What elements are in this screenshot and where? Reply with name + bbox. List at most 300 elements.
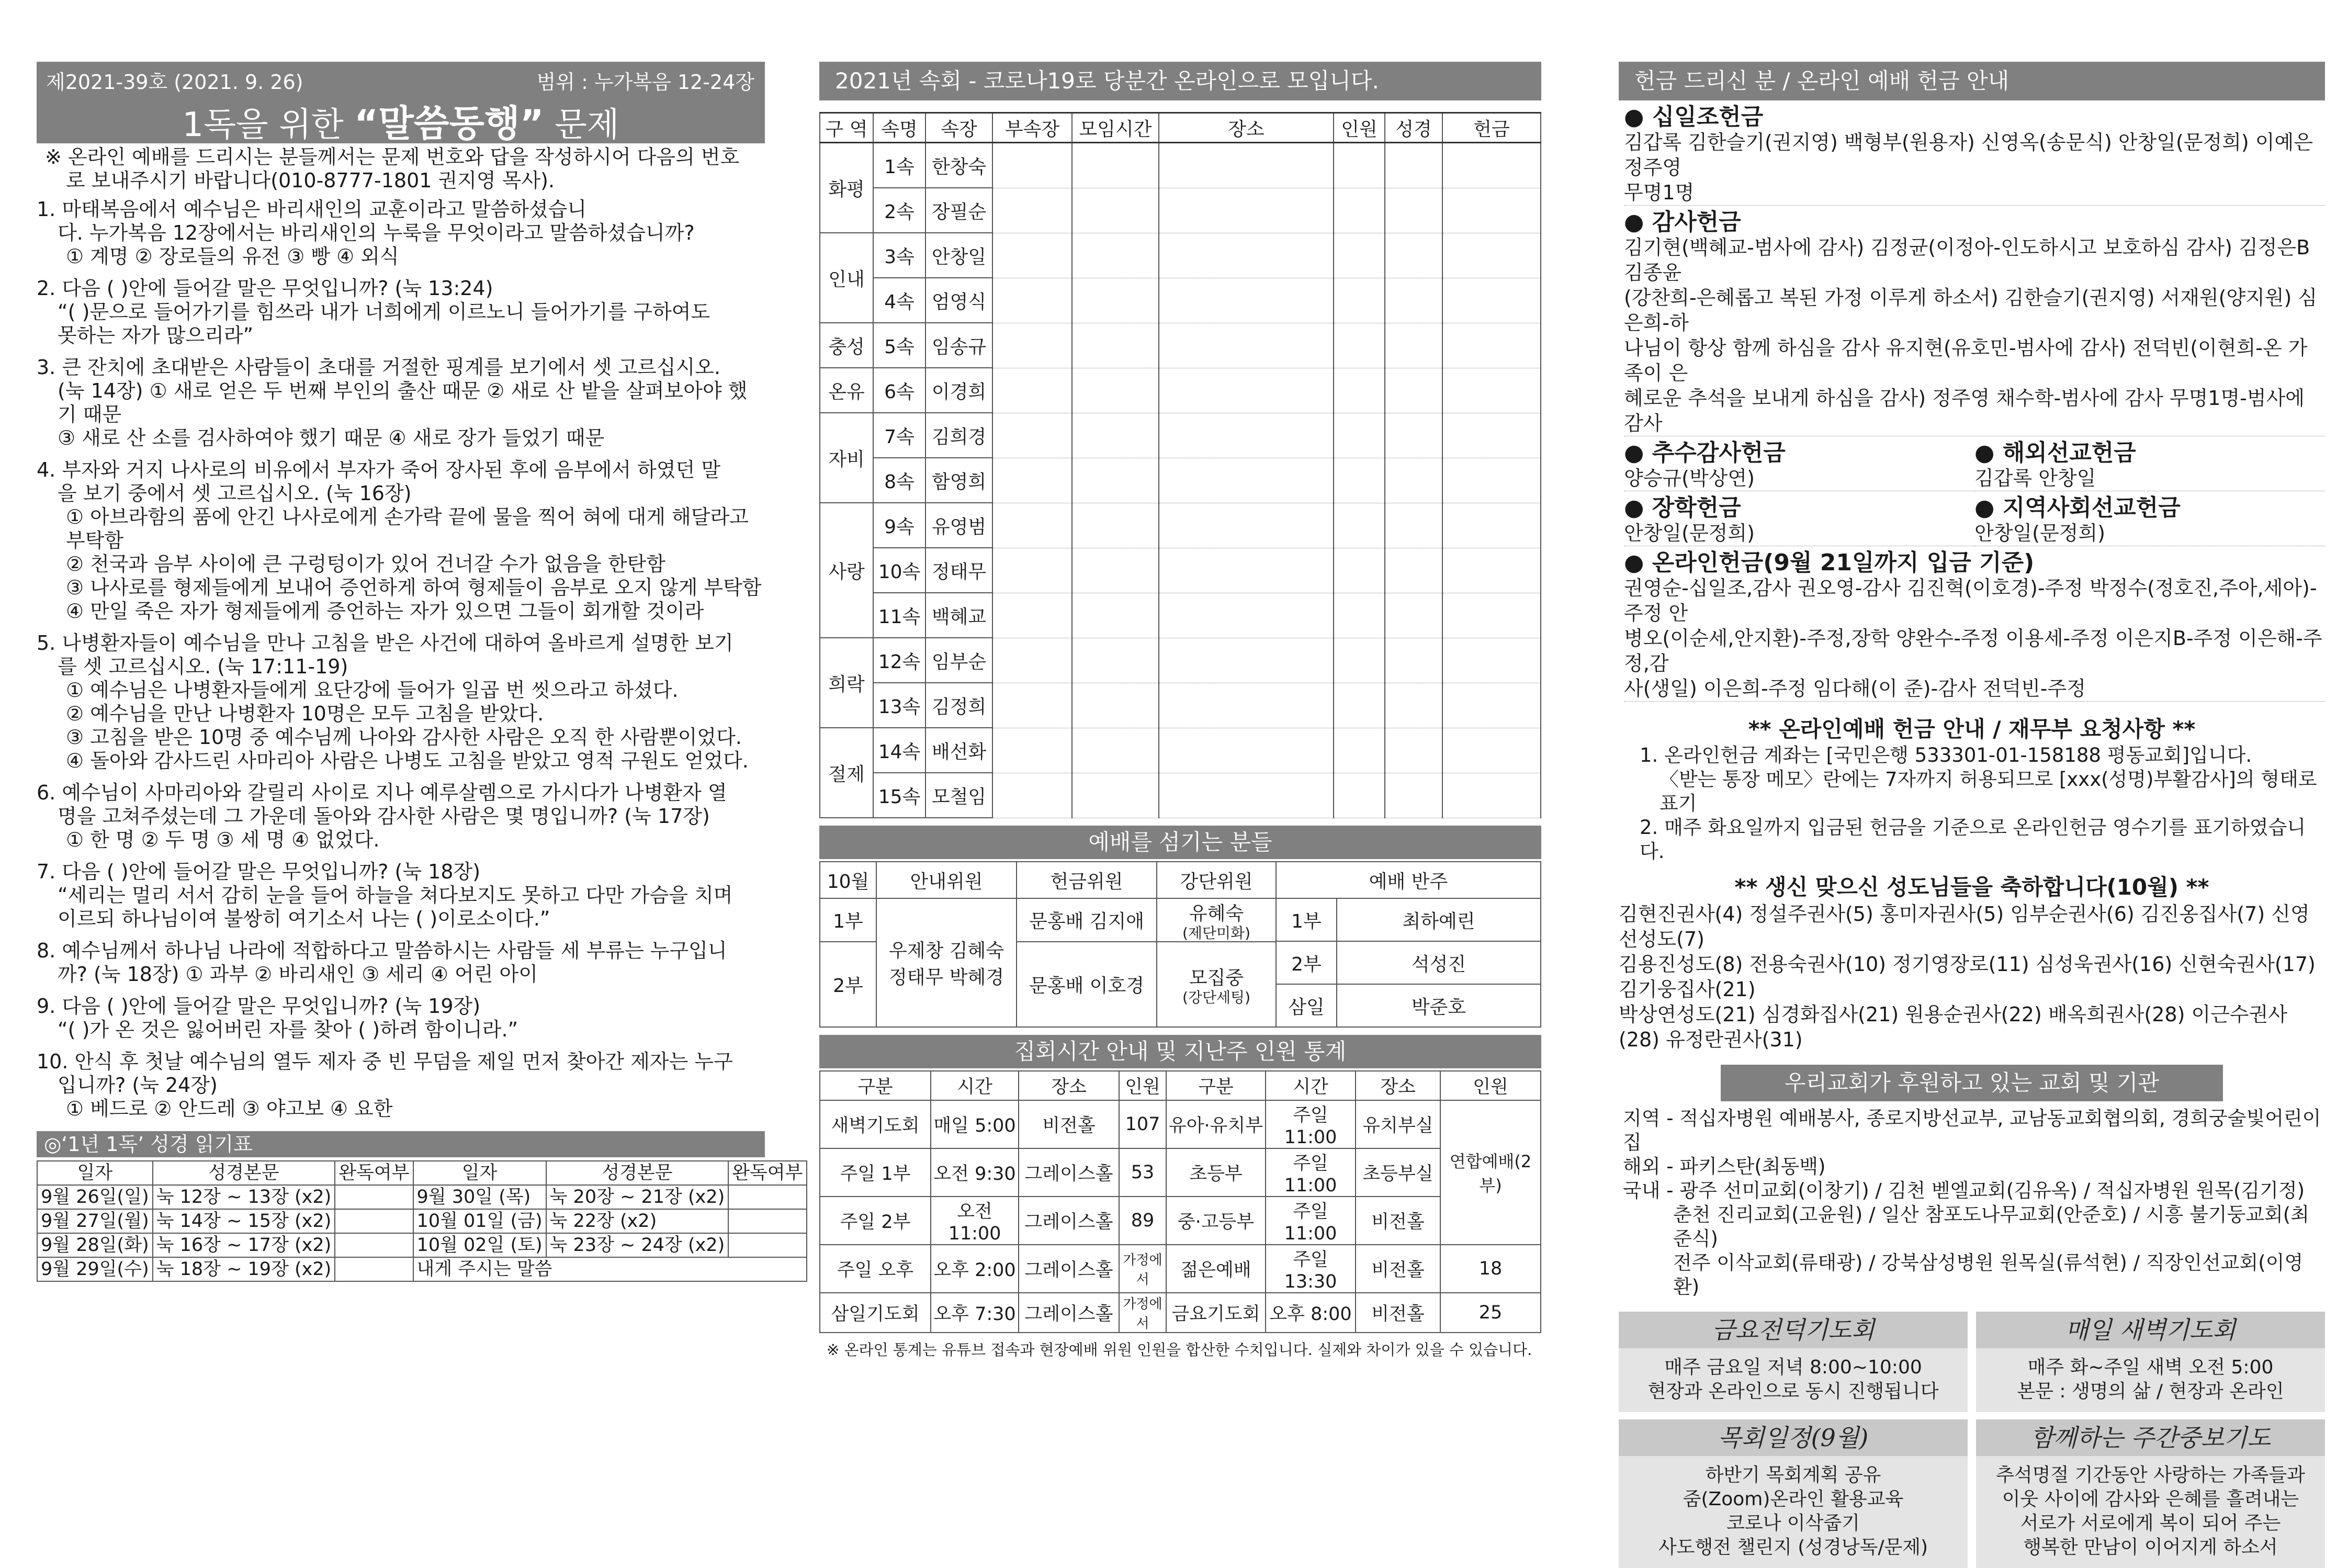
group-number: 14속: [873, 728, 925, 773]
group-row: [820, 458, 1541, 503]
times-header: 인원: [1119, 1071, 1166, 1100]
support-line: 해외 - 파키스탄(최동백): [1623, 1155, 1826, 1178]
info-box-title: 금요전덕기도회: [1619, 1312, 1968, 1348]
altar-2: [1157, 942, 1276, 1027]
times-cell: 주일 11:00: [1266, 1197, 1356, 1245]
group-leader: 정태무: [925, 548, 992, 593]
group-blank-cell: [992, 458, 1072, 503]
district-name: 사랑: [820, 503, 873, 638]
answer-options: ① 한 명 ② 두 명 ③ 세 명 ④ 없었다.: [66, 828, 380, 851]
group-blank-cell: [1072, 368, 1159, 413]
info-box: [1619, 1419, 1968, 1568]
group-blank-cell: [1159, 143, 1334, 188]
times-cell: 매일 5:00: [931, 1100, 1019, 1148]
times-row: [820, 1293, 1541, 1333]
answer-options: ② 천국과 음부 사이에 큰 구렁텅이가 있어 건너갈 수가 없음을 한탄함: [66, 552, 665, 576]
group-leader: 한창숙: [925, 143, 992, 188]
info-box-body: [1976, 1348, 2325, 1412]
question-5: [37, 631, 765, 773]
thanks-names: [1624, 235, 2325, 436]
reading-cell: 9월 29일(수): [37, 1257, 153, 1281]
district-name: 온유: [820, 368, 873, 413]
group-leader: 임송규: [925, 323, 992, 368]
group-blank-cell: [1072, 728, 1159, 773]
group-leader: 이경희: [925, 368, 992, 413]
mission-title: ● 해외선교헌금: [1974, 439, 2136, 466]
support-title: 우리교회가 후원하고 있는 교회 및 기관: [1721, 1065, 2223, 1101]
reading-header: 성경본문: [546, 1161, 729, 1185]
question-text: 4. 부자와 거지 나사로의 비유에서 부자가 죽어 장사된 후에 음부에서 하였던 말: [37, 458, 721, 481]
times-cell: 금요기도회: [1166, 1293, 1266, 1333]
group-blank-cell: [1385, 593, 1442, 638]
group-blank-cell: [1334, 188, 1385, 233]
group-row: [820, 548, 1541, 593]
altar-sub: (제단미화): [1182, 924, 1251, 942]
online-names: [1624, 576, 2325, 702]
times-cell: 25: [1440, 1293, 1541, 1333]
answer-options: ④ 만일 죽은 자가 형제들에게 증언하는 자가 있으면 그들이 회개할 것이라: [66, 600, 704, 623]
issue-number: 제2021-39호 (2021. 9. 26): [46, 71, 303, 94]
notice-line: 로 보내주시기 바랍니다(010-8777-1801 권지영 목사).: [66, 169, 555, 192]
times-header: 장소: [1356, 1071, 1440, 1100]
group-blank-cell: [1442, 413, 1541, 458]
times-row: [820, 1100, 1541, 1148]
group-row: [820, 413, 1541, 458]
times-table: [819, 1070, 1541, 1333]
times-cell: 젊은예배: [1166, 1245, 1266, 1293]
info-box-line: 추석명절 기간동안 사랑하는 가족들과: [1996, 1464, 2305, 1486]
acc-svc: 2부: [1276, 941, 1337, 984]
group-blank-cell: [1385, 323, 1442, 368]
question-3: [37, 356, 765, 450]
times-header: 장소: [1019, 1071, 1119, 1100]
support-line: 전주 이삭교회(류태광) / 강북삼성병원 원목실(류석현) / 직장인선교회(이영환): [1673, 1251, 2304, 1298]
groups-title: 2021년 속회 - 코로나19로 당분간 온라인으로 모입니다.: [819, 62, 1541, 100]
reading-cell: 눅 14장 ~ 15장 (x2): [153, 1209, 335, 1233]
groups-column: [819, 62, 1541, 1360]
support-line: 춘천 진리교회(고윤원) / 일산 참포도나무교회(안준호) / 시흥 불기둥교회(최준식): [1673, 1203, 2309, 1250]
group-blank-cell: [1159, 368, 1334, 413]
group-blank-cell: [1159, 728, 1334, 773]
group-blank-cell: [1334, 548, 1385, 593]
group-row: [820, 593, 1541, 638]
quiz-body: [37, 145, 765, 1121]
info-box-line: 코로나 이삭줍기: [1726, 1513, 1860, 1534]
group-blank-cell: [1442, 323, 1541, 368]
question-text: 입니까? (눅 24장): [58, 1074, 218, 1097]
acc-name: 석성진: [1337, 941, 1541, 984]
servers-table: [819, 861, 1541, 1028]
groups-header: 장소: [1159, 113, 1334, 143]
group-leader: 백혜교: [925, 593, 992, 638]
group-row: [820, 323, 1541, 368]
group-number: 4속: [873, 278, 925, 323]
info-box-body: [1619, 1348, 1968, 1412]
groups-header: 모임시간: [1072, 113, 1159, 143]
reading-header: 완독여부: [335, 1161, 413, 1185]
times-cell: 주일 11:00: [1266, 1148, 1356, 1197]
info-boxes: [1619, 1312, 2325, 1568]
quiz-title: [37, 94, 765, 147]
groups-header: 구 역: [820, 113, 873, 143]
group-leader: 김정희: [925, 683, 992, 728]
offering-column: [1619, 62, 2325, 1568]
birthday-title: ** 생신 맞으신 성도님들을 축하합니다(10월) **: [1734, 874, 2209, 900]
question-text: “세리는 멀리 서서 감히 눈을 들어 하늘을 쳐다보지도 못하고 다만 가슴을 치며: [58, 884, 733, 907]
offer-1: 문홍배 김지애: [1017, 898, 1157, 942]
group-blank-cell: [992, 413, 1072, 458]
reading-row: [37, 1185, 807, 1209]
reading-cell: 내게 주시는 말씀: [413, 1257, 807, 1281]
harvest-title: ● 추수감사헌금: [1624, 439, 1786, 466]
question-text: 5. 나병환자들이 예수님을 만나 고침을 받은 사건에 대하여 올바르게 설명한 보기: [37, 631, 733, 655]
group-blank-cell: [1442, 188, 1541, 233]
times-cell: 주일 2부: [820, 1197, 931, 1245]
reading-cell: [335, 1233, 413, 1257]
question-text: 9. 다음 ( )안에 들어갈 말은 무엇입니까? (눅 19장): [37, 995, 481, 1018]
group-number: 9속: [873, 503, 925, 548]
group-blank-cell: [1072, 503, 1159, 548]
info-box-line: 이웃 사이에 감사와 은혜를 흘려내는: [2002, 1488, 2299, 1510]
birthday-list: [1619, 901, 2325, 1052]
reading-cell: [335, 1209, 413, 1233]
group-blank-cell: [1334, 278, 1385, 323]
group-blank-cell: [1334, 323, 1385, 368]
times-cell: 53: [1119, 1148, 1166, 1197]
group-blank-cell: [1334, 368, 1385, 413]
reading-cell: 눅 16장 ~ 17장 (x2): [153, 1233, 335, 1257]
district-name: 인내: [820, 233, 873, 323]
times-cell: 18: [1440, 1245, 1541, 1293]
group-number: 13속: [873, 683, 925, 728]
group-row: [820, 233, 1541, 278]
group-blank-cell: [992, 503, 1072, 548]
times-cell: 유치부실: [1356, 1100, 1440, 1148]
question-text: 이르되 하나님이여 불쌍히 여기소서 나는 ( )이로소이다.”: [58, 907, 550, 930]
group-number: 6속: [873, 368, 925, 413]
group-blank-cell: [992, 233, 1072, 278]
group-blank-cell: [1385, 458, 1442, 503]
group-blank-cell: [1334, 503, 1385, 548]
tithe-names: [1624, 130, 2325, 206]
times-cell: 그레이스홀: [1019, 1148, 1119, 1197]
birthday-line: 김현진권사(4) 정설주권사(5) 홍미자권사(5) 임부순권사(6) 김진옹집사(7) 신영선성도(7): [1619, 903, 2310, 951]
local-names: 안창일(문정희): [1974, 521, 2325, 546]
group-leader: 배선화: [925, 728, 992, 773]
groups-table: [819, 112, 1541, 818]
group-blank-cell: [1159, 233, 1334, 278]
question-text: 를 셋 고르십시오. (눅 17:11-19): [58, 655, 348, 678]
group-blank-cell: [1072, 413, 1159, 458]
group-blank-cell: [992, 323, 1072, 368]
question-text: 2. 다음 ( )안에 들어갈 말은 무엇입니까? (눅 13:24): [37, 277, 493, 300]
group-number: 3속: [873, 233, 925, 278]
reading-cell: [335, 1185, 413, 1209]
group-blank-cell: [1385, 413, 1442, 458]
group-blank-cell: [1159, 323, 1334, 368]
reading-header: 성경본문: [153, 1161, 335, 1185]
question-text: “( )가 온 것은 잃어버린 자를 찾아 ( )하려 함이니라.”: [58, 1018, 518, 1041]
times-cell: 주일 오후: [820, 1245, 931, 1293]
info-box: [1976, 1419, 2325, 1568]
question-text: 3. 큰 잔치에 초대받은 사람들이 초대를 거절한 핑계를 보기에서 셋 고르십시오.: [37, 356, 721, 379]
info-line: 2. 매주 화요일까지 입금된 헌금을 기준으로 온라인헌금 영수기를 표기하였습니다.: [1640, 816, 2306, 863]
group-blank-cell: [1334, 773, 1385, 818]
group-blank-cell: [1334, 413, 1385, 458]
district-name: 충성: [820, 323, 873, 368]
title-pre: 1독을 위한: [182, 106, 355, 144]
info-line: 〈받는 통장 메모〉란에는 7자까지 허용되므로 [xxx(성명)부활감사]의 형태로 표기: [1660, 768, 2317, 815]
servers-header: 안내위원: [876, 862, 1017, 898]
group-number: 11속: [873, 593, 925, 638]
times-header: 구분: [1166, 1071, 1266, 1100]
group-row: [820, 188, 1541, 233]
group-blank-cell: [1385, 278, 1442, 323]
reading-table: [37, 1160, 807, 1282]
group-number: 1속: [873, 143, 925, 188]
reading-cell: 9월 28일(화): [37, 1233, 153, 1257]
altar-name: 모집중: [1189, 967, 1244, 989]
info-box: [1619, 1312, 1968, 1412]
groups-header: 속명: [873, 113, 925, 143]
question-4: [37, 458, 765, 623]
group-blank-cell: [1159, 548, 1334, 593]
altar-name: 유혜숙: [1189, 903, 1244, 924]
question-7: [37, 860, 765, 931]
group-leader: 임부순: [925, 638, 992, 683]
local-title: ● 지역사회선교헌금: [1974, 494, 2181, 521]
question-2: [37, 277, 765, 347]
group-blank-cell: [1442, 233, 1541, 278]
group-row: [820, 368, 1541, 413]
usher-names: [876, 898, 1017, 1027]
times-header: 시간: [1266, 1071, 1356, 1100]
times-cell: 그레이스홀: [1019, 1245, 1119, 1293]
times-cell: 비전홀: [1356, 1293, 1440, 1333]
offering-title: 헌금 드리신 분 / 온라인 예배 헌금 안내: [1619, 62, 2325, 100]
group-blank-cell: [992, 728, 1072, 773]
online-title: ● 온라인헌금(9월 21일까지 입금 기준): [1624, 549, 2035, 576]
question-text: 까? (눅 18장) ① 과부 ② 바리새인 ③ 세리 ④ 어린 아이: [58, 963, 538, 986]
group-blank-cell: [1072, 233, 1159, 278]
groups-header: 성경: [1385, 113, 1442, 143]
reading-row: [37, 1209, 807, 1233]
reading-title: ◎‘1년 1독’ 성경 읽기표: [37, 1131, 765, 1157]
group-row: [820, 278, 1541, 323]
times-row: [820, 1197, 1541, 1245]
info-box: [1976, 1312, 2325, 1412]
info-box-line: 줌(Zoom)온라인 활용교육: [1683, 1488, 1904, 1510]
offering-pair-2: [1624, 491, 2325, 546]
tithe-title: ● 십일조헌금: [1624, 104, 1764, 130]
reading-cell: 9월 30일 (목): [413, 1185, 546, 1209]
reading-header: 완독여부: [728, 1161, 806, 1185]
times-cell: 중·고등부: [1166, 1197, 1266, 1245]
group-blank-cell: [1385, 188, 1442, 233]
group-leader: 안창일: [925, 233, 992, 278]
reading-cell: 9월 26일(일): [37, 1185, 153, 1209]
district-name: 화평: [820, 143, 873, 233]
altar-1: [1157, 898, 1276, 942]
group-blank-cell: [1385, 728, 1442, 773]
group-number: 12속: [873, 638, 925, 683]
group-blank-cell: [1442, 683, 1541, 728]
info-box-line: 본문 : 생명의 삶 / 현장과 온라인: [2017, 1381, 2284, 1402]
quiz-range: 범위 : 누가복음 12-24장: [536, 71, 754, 94]
group-blank-cell: [1442, 638, 1541, 683]
online-info: [1619, 743, 2325, 864]
service-2: 2부: [820, 942, 876, 1027]
acc-name: 박준호: [1337, 984, 1541, 1027]
times-cell: 오후 7:30: [931, 1293, 1019, 1333]
servers-header: 헌금위원: [1017, 862, 1157, 898]
answer-options: ① 베드로 ② 안드레 ③ 야고보 ④ 요한: [66, 1097, 393, 1120]
group-row: [820, 143, 1541, 188]
groups-header: 인원: [1334, 113, 1385, 143]
notice-line: ※ 온라인 예배를 드리시는 분들께서는 문제 번호와 답을 작성하시어 다음의 번호: [45, 145, 740, 168]
groups-header: 속장: [925, 113, 992, 143]
group-row: [820, 773, 1541, 818]
times-cell: 가정에서: [1119, 1293, 1166, 1333]
group-blank-cell: [1385, 368, 1442, 413]
group-blank-cell: [992, 638, 1072, 683]
support-line: 국내 - 광주 선미교회(이창기) / 김천 벧엘교회(김유옥) / 적십자병원 원목(김기정): [1623, 1179, 2305, 1202]
servers-title: 예배를 섬기는 분들: [819, 826, 1541, 859]
name-line: 권영순-십일조,감사 권오영-감사 김진혁(이호경)-주정 박정수(정호진,주아,세아)-주정 안: [1624, 577, 2317, 625]
reading-row: [37, 1257, 807, 1281]
group-blank-cell: [1072, 638, 1159, 683]
group-blank-cell: [1442, 278, 1541, 323]
question-text: 7. 다음 ( )안에 들어갈 말은 무엇입니까? (눅 18장): [37, 860, 481, 883]
group-blank-cell: [1072, 548, 1159, 593]
acc-svc: 1부: [1276, 898, 1337, 941]
times-cell: 삼일기도회: [820, 1293, 931, 1333]
info-box-line: 사도행전 챌린지 (성경낭독/문제): [1658, 1537, 1928, 1558]
group-number: 10속: [873, 548, 925, 593]
group-blank-cell: [1442, 773, 1541, 818]
question-text: 8. 예수님께서 하나님 나라에 적합하다고 말씀하시는 사람들 세 부류는 누구입니: [37, 939, 727, 962]
group-blank-cell: [1334, 458, 1385, 503]
times-cell: 주일 13:30: [1266, 1245, 1356, 1293]
times-cell: 오전 9:30: [931, 1148, 1019, 1197]
group-blank-cell: [992, 773, 1072, 818]
name-line: 나님이 항상 함께 하심을 감사 유지현(유호민-범사에 감사) 전덕빈(이현희-온 가족이 은: [1624, 336, 2308, 385]
group-blank-cell: [1159, 593, 1334, 638]
times-cell: 오전 11:00: [931, 1197, 1019, 1245]
group-leader: 김희경: [925, 413, 992, 458]
name-line: 병오(이순세,안지환)-주정,장학 양완수-주정 이용세-주정 이은지B-주정 이은해-주정,감: [1624, 627, 2322, 675]
group-blank-cell: [1442, 143, 1541, 188]
servers-header: 예배 반주: [1276, 862, 1541, 898]
mission-names: 김갑록 안창일: [1974, 466, 2325, 491]
reading-cell: 눅 12장 ~ 13장 (x2): [153, 1185, 335, 1209]
name-line: (강찬희-은혜롭고 복된 가정 이루게 하소서) 김한슬기(권지영) 서재원(양지원) 심은희-하: [1624, 286, 2318, 334]
question-text: 다. 누가복음 12장에서는 바리새인의 누룩을 무엇이라고 말씀하셨습니까?: [58, 221, 695, 244]
group-leader: 유영범: [925, 503, 992, 548]
group-blank-cell: [1072, 683, 1159, 728]
group-blank-cell: [1442, 503, 1541, 548]
question-text: 10. 안식 후 첫날 예수님의 열두 제자 중 빈 무덤을 제일 먼저 찾아간 제자는 누구: [37, 1050, 733, 1073]
group-blank-cell: [1072, 143, 1159, 188]
group-leader: 장필순: [925, 188, 992, 233]
question-text: 못하는 자가 많으리라”: [58, 324, 254, 347]
group-blank-cell: [992, 188, 1072, 233]
reading-cell: 눅 22장 (x2): [546, 1209, 729, 1233]
times-title: 집회시간 안내 및 지난주 인원 통계: [819, 1035, 1541, 1068]
info-box-body: [1619, 1456, 1968, 1568]
group-blank-cell: [1159, 638, 1334, 683]
offer-2: 문홍배 이호경: [1017, 942, 1157, 1027]
birthday-line: 박상연성도(21) 심경화집사(21) 원용순권사(22) 배옥희권사(28) 이근수권사(28) 유정란권사(31): [1619, 1003, 2288, 1051]
times-cell: 가정에서: [1119, 1245, 1166, 1293]
times-row: [820, 1245, 1541, 1293]
group-blank-cell: [1159, 458, 1334, 503]
group-number: 5속: [873, 323, 925, 368]
info-box-title: 함께하는 주간중보기도: [1976, 1419, 2325, 1456]
group-number: 8속: [873, 458, 925, 503]
group-blank-cell: [1072, 773, 1159, 818]
group-blank-cell: [992, 593, 1072, 638]
times-cell: 초등부: [1166, 1148, 1266, 1197]
group-blank-cell: [1385, 773, 1442, 818]
group-blank-cell: [1159, 413, 1334, 458]
times-cell: 유아·유치부: [1166, 1100, 1266, 1148]
info-box-line: 서로가 서로에게 복이 되어 주는: [2020, 1513, 2281, 1534]
thanks-title: ● 감사헌금: [1624, 209, 1741, 235]
question-list: [37, 198, 765, 1121]
group-blank-cell: [1334, 728, 1385, 773]
reading-cell: [728, 1209, 806, 1233]
group-blank-cell: [1159, 278, 1334, 323]
group-blank-cell: [1159, 503, 1334, 548]
answer-options: ③ 나사로를 형제들에게 보내어 증언하게 하여 형제들이 음부로 오지 않게 부탁함: [66, 576, 762, 599]
times-cell: 초등부실: [1356, 1148, 1440, 1197]
groups-header: 헌금: [1442, 113, 1541, 143]
reading-cell: 10월 02일 (토): [413, 1233, 546, 1257]
name-line: 무명1명: [1624, 181, 1695, 204]
group-blank-cell: [1334, 233, 1385, 278]
reading-cell: [335, 1257, 413, 1281]
info-box-line: 매주 금요일 저녁 8:00~10:00: [1664, 1357, 1922, 1378]
times-cell: 그레이스홀: [1019, 1293, 1119, 1333]
question-1: [37, 198, 765, 268]
group-blank-cell: [1442, 728, 1541, 773]
group-leader: 모철임: [925, 773, 992, 818]
group-blank-cell: [992, 683, 1072, 728]
info-line: 1. 온라인헌금 계좌는 [국민은행 533301-01-158188 평동교회]입니다.: [1640, 744, 2252, 766]
name-line: 사(생일) 이은희-주정 임다해(이 준)-감사 전덕빈-주정: [1624, 677, 2086, 700]
times-cell: 그레이스홀: [1019, 1197, 1119, 1245]
offering-list: [1619, 105, 2325, 702]
reading-cell: 9월 27일(월): [37, 1209, 153, 1233]
group-row: [820, 683, 1541, 728]
quiz-header: [37, 62, 765, 143]
times-cell: 비전홀: [1356, 1245, 1440, 1293]
acc-name: 최하예린: [1337, 898, 1541, 941]
servers-header: 강단위원: [1157, 862, 1276, 898]
group-number: 7속: [873, 413, 925, 458]
name-line: 김갑록 김한슬기(권지영) 백형부(원용자) 신영옥(송문식) 안창일(문정희) 이예은 정주영: [1624, 131, 2313, 179]
group-blank-cell: [1385, 548, 1442, 593]
times-cell: 오후 8:00: [1266, 1293, 1356, 1333]
merged-count: 연합예배(2부): [1440, 1100, 1541, 1245]
harvest-names: 양승규(박상연): [1624, 466, 1974, 491]
name-line: 김기현(백혜교-범사에 감사) 김정균(이정아-인도하시고 보호하심 감사) 김정은B 김종윤: [1624, 236, 2310, 284]
group-blank-cell: [1159, 188, 1334, 233]
group-blank-cell: [1385, 638, 1442, 683]
question-8: [37, 939, 765, 986]
question-text: (눅 14장) ① 새로 얻은 두 번째 부인의 출산 때문 ② 새로 산 밭을 살펴보아야 했기 때문: [58, 379, 748, 426]
